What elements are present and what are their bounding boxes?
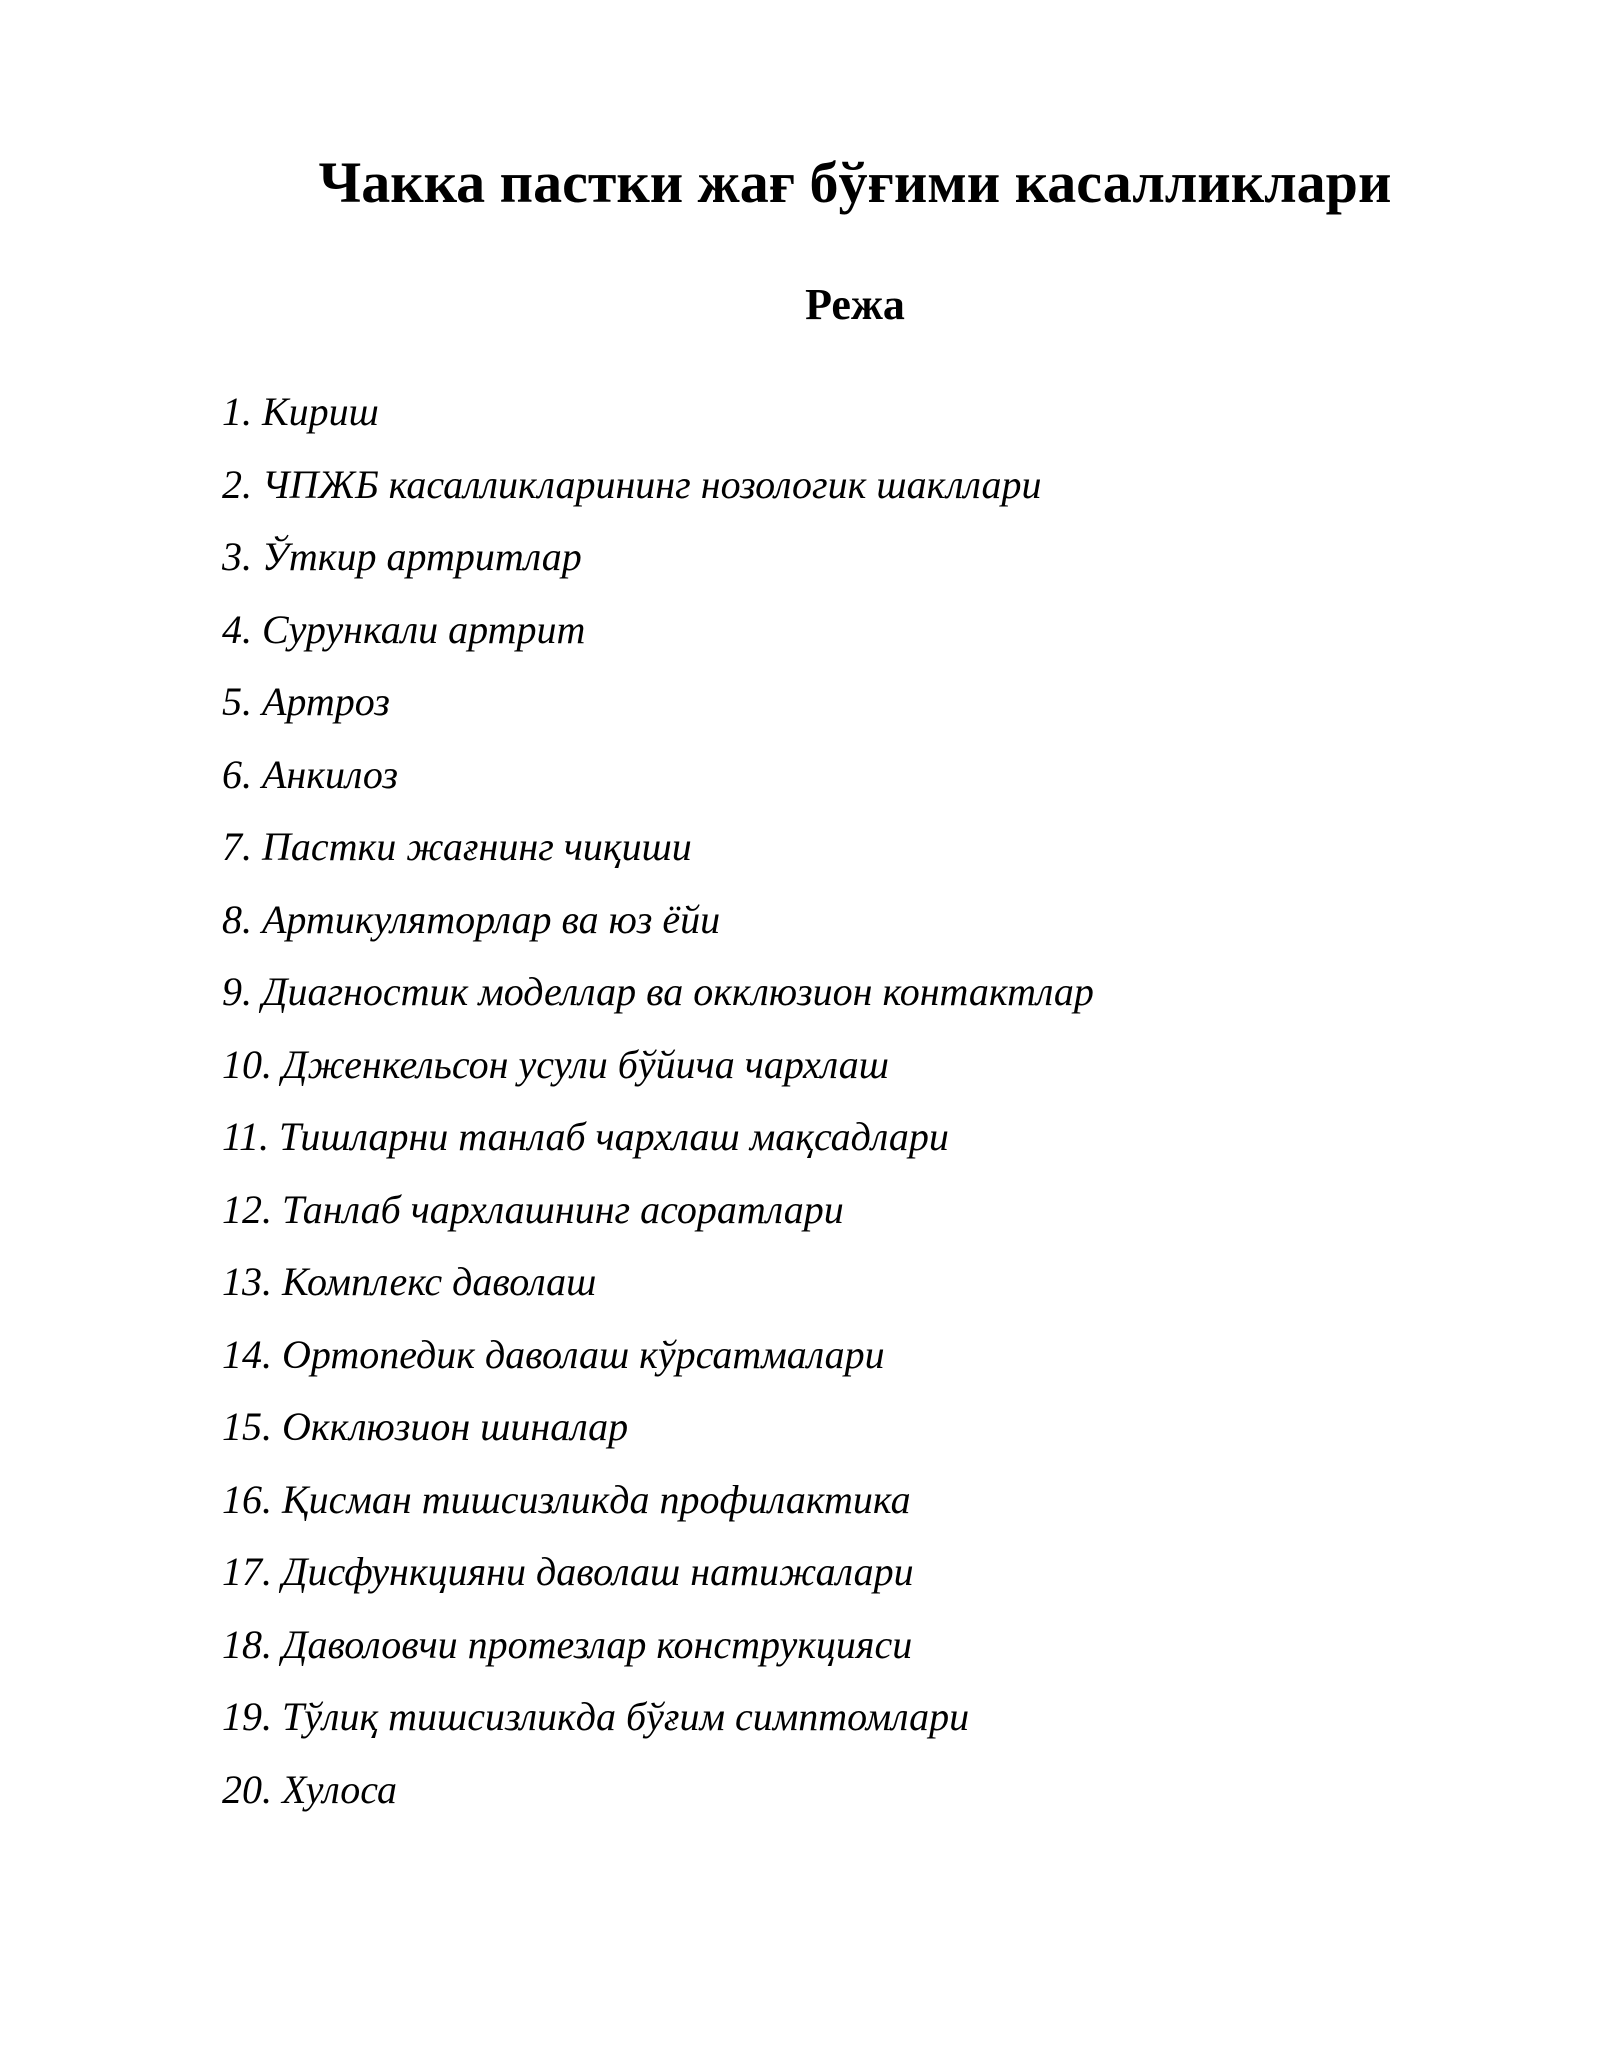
- plan-item-15: 15. Окклюзион шиналар: [222, 1404, 629, 1449]
- plan-item-10: 10. Дженкельсон усули бўйича чархлаш: [222, 1041, 889, 1087]
- plan-item-12: 12. Танлаб чархлашнинг асоратлари: [222, 1186, 844, 1232]
- plan-item-8: 8. Артикуляторлар ва юз ёйи: [222, 896, 721, 942]
- plan-item-14: 14. Ортопедик даволаш кўрсатмалари: [222, 1331, 885, 1377]
- plan-item-18: 18. Даволовчи протезлар конструкцияси: [222, 1621, 913, 1667]
- plan-item-2: 2. ЧПЖБ касалликларининг нозологик шакллари: [222, 461, 1042, 507]
- plan-heading: Режа: [805, 280, 905, 329]
- plan-item-17: 17. Дисфункцияни даволаш натижалари: [222, 1549, 914, 1594]
- plan-item-1: 1. Кириш: [222, 389, 379, 434]
- plan-item-3: 3. Ўткир артритлар: [222, 534, 582, 579]
- plan-list: [222, 386, 1094, 1836]
- plan-item-7: 7. Пастки жағнинг чиқиши: [222, 824, 692, 869]
- plan-item-16: 16. Қисман тишсизликда профилактика: [222, 1476, 911, 1522]
- document-title: Чакка пастки жағ бўғими касалликлари: [318, 150, 1392, 215]
- plan-item-6: 6. Анкилоз: [222, 751, 398, 797]
- plan-item-19: 19. Тўлиқ тишсизликда бўғим симптомлари: [222, 1694, 970, 1739]
- plan-item-9: 9. Диагностик моделлар ва окклюзион контактлар: [222, 969, 1094, 1014]
- plan-item-11: 11. Тишларни танлаб чархлаш мақсадлари: [222, 1114, 949, 1159]
- plan-item-4: 4. Сурункали артрит: [222, 606, 586, 652]
- plan-item-5: 5. Артроз: [222, 679, 390, 724]
- plan-item-13: 13. Комплекс даволаш: [222, 1259, 597, 1304]
- plan-item-20: 20. Хулоса: [222, 1766, 397, 1812]
